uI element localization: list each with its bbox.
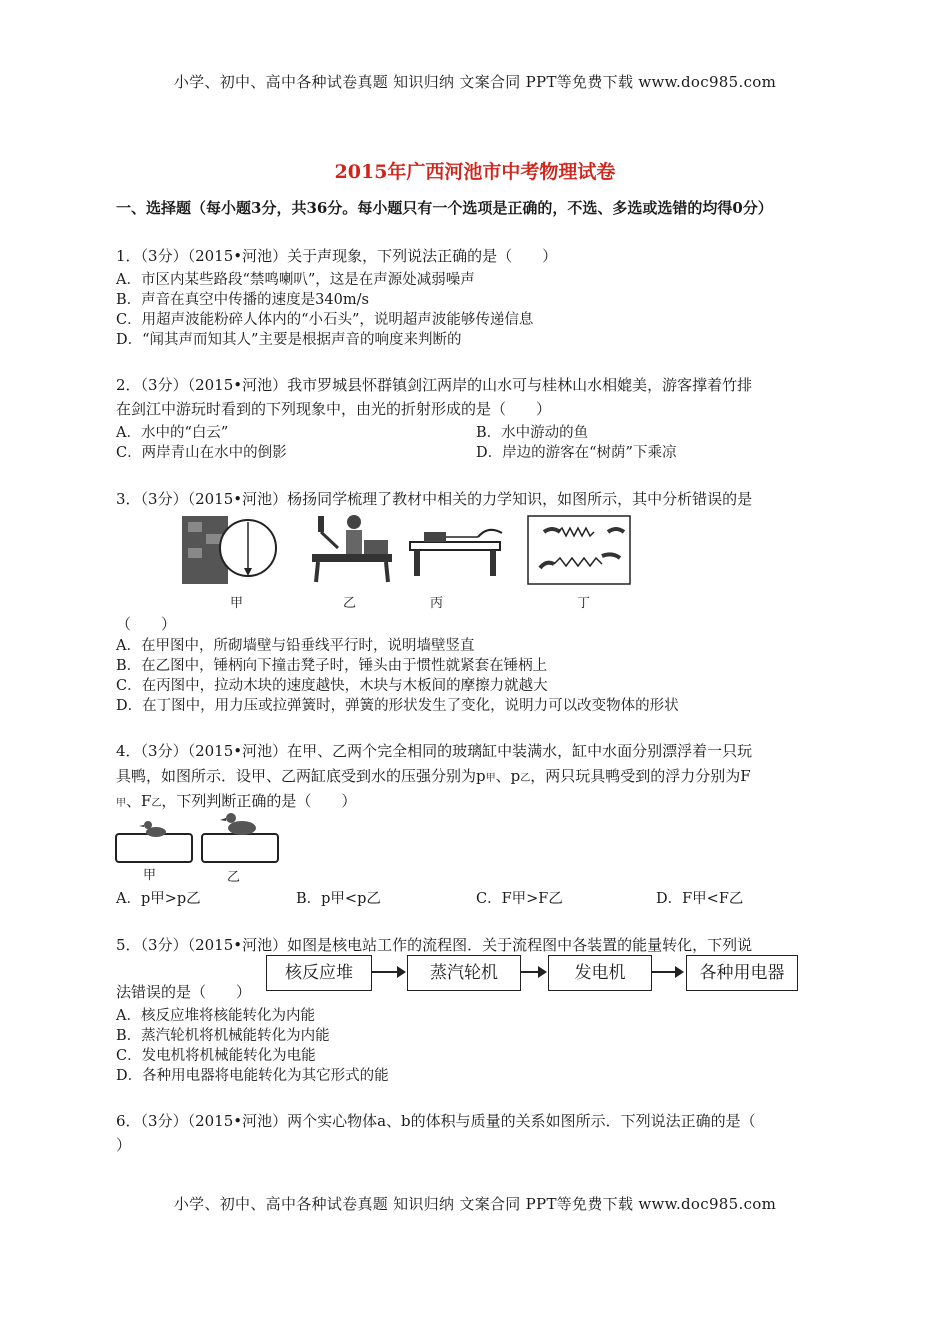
q3-option-a: A．在甲图中，所砌墙壁与铅垂线平行时，说明墙壁竖直 — [116, 638, 475, 654]
figure-yi-hammer-stool — [312, 515, 392, 582]
q3-option-d: D．在丁图中，用力压或拉弹簧时，弹簧的形状发生了变化，说明力可以改变物体的形状 — [116, 698, 679, 714]
q4-option-d: D．F甲<F乙 — [656, 891, 744, 907]
q1-option-a: A．市区内某些路段“禁鸣喇叭”，这是在声源处减弱噪声 — [116, 272, 475, 288]
q4-stem-line3: 甲、F乙，下列判断正确的是（ ） — [116, 792, 357, 810]
flow-box-reactor: 核反应堆 — [266, 955, 372, 991]
flow-arrow-2 — [521, 971, 545, 973]
q4-option-a: A．p甲>p乙 — [116, 891, 201, 907]
q1-option-b: B．声音在真空中传播的速度是340m/s — [116, 292, 369, 308]
q5-option-a: A．核反应堆将核能转化为内能 — [116, 1008, 315, 1024]
figure-bing-block-board — [410, 530, 502, 576]
q5-stem-line1: 5．（3分）（2015•河池）如图是核电站工作的流程图．关于流程图中各装置的能量转化，下列说 — [116, 936, 753, 954]
q3-answer-paren: （ ） — [116, 615, 177, 633]
figure-jia-plumb-line — [182, 516, 276, 584]
section-heading: 一、选择题（每小题3分，共36分。每小题只有一个选项是正确的，不选、多选或选错的均得0分） — [116, 199, 773, 217]
flow-box-generator: 发电机 — [548, 955, 652, 991]
q3-stem: 3．（3分）（2015•河池）杨扬同学梳理了教材中相关的力学知识，如图所示，其中分析错误的是 — [116, 490, 753, 508]
q5-option-c: C．发电机将机械能转化为电能 — [116, 1048, 316, 1064]
q4-option-b: B．p甲<p乙 — [296, 891, 381, 907]
q2-option-c: C．两岸青山在水中的倒影 — [116, 445, 287, 461]
flow-box-appliances: 各种用电器 — [686, 955, 798, 991]
q4-option-c: C．F甲>F乙 — [476, 891, 563, 907]
tank-yi — [202, 834, 278, 862]
q3-label-ding: 丁 — [577, 596, 591, 611]
q4-label-jia: 甲 — [143, 868, 157, 883]
q2-stem-line1: 2．（3分）（2015•河池）我市罗城县怀群镇剑江两岸的山水可与桂林山水相媲美，游客撑着竹排 — [116, 376, 753, 394]
flow-arrow-1 — [372, 971, 404, 973]
q2-option-d: D．岸边的游客在“树荫”下乘凉 — [476, 445, 677, 461]
q4-stem-line2: 具鸭，如图所示．设甲、乙两缸底受到水的压强分别为p甲、p乙，两只玩具鸭受到的浮力分别为F — [116, 767, 751, 785]
q3-option-b: B．在乙图中，锤柄向下撞击凳子时，锤头由于惯性就紧套在锤柄上 — [116, 658, 548, 674]
q1-option-c: C．用超声波能粉碎人体内的“小石头”，说明超声波能够传递信息 — [116, 312, 534, 328]
tank-jia — [116, 834, 192, 862]
figure-ding-spring — [528, 516, 630, 584]
page-title: 2015年广西河池市中考物理试卷 — [334, 161, 616, 183]
q3-label-yi: 乙 — [343, 596, 357, 611]
q6-stem-line2: ） — [116, 1136, 132, 1154]
q5-option-d: D．各种用电器将电能转化为其它形式的能 — [116, 1068, 389, 1084]
q4-stem-line1: 4．（3分）（2015•河池）在甲、乙两个完全相同的玻璃缸中装满水，缸中水面分别漂浮着一只玩 — [116, 742, 753, 760]
q4-label-yi: 乙 — [227, 870, 241, 885]
q3-label-jia: 甲 — [230, 596, 244, 611]
q4-figure — [112, 812, 282, 868]
q2-option-a: A．水中的“白云” — [116, 425, 229, 441]
q3-label-bing: 丙 — [430, 596, 444, 611]
q2-stem-line2: 在剑江中游玩时看到的下列现象中，由光的折射形成的是（ ） — [116, 400, 552, 418]
q5-stem-line2: 法错误的是（ ） — [116, 983, 252, 1001]
q3-option-c: C．在丙图中，拉动木块的速度越快，木块与木板间的摩擦力就越大 — [116, 678, 548, 694]
q1-option-d: D．“闻其声而知其人”主要是根据声音的响度来判断的 — [116, 332, 462, 348]
q3-figure — [178, 512, 638, 612]
q2-option-b: B．水中游动的鱼 — [476, 425, 589, 441]
q1-stem: 1．（3分）（2015•河池）关于声现象，下列说法正确的是（ ） — [116, 247, 558, 265]
page-header: 小学、初中、高中各种试卷真题 知识归纳 文案合同 PPT等免费下载 www.doc985.com — [173, 73, 777, 91]
duck-yi-icon — [220, 813, 256, 835]
flow-box-turbine: 蒸汽轮机 — [407, 955, 521, 991]
q6-stem-line1: 6．（3分）（2015•河池）两个实心物体a、b的体积与质量的关系如图所示．下列说法正确的是（ — [116, 1112, 756, 1130]
flow-arrow-3 — [652, 971, 682, 973]
page-footer: 小学、初中、高中各种试卷真题 知识归纳 文案合同 PPT等免费下载 www.doc985.com — [173, 1195, 777, 1213]
q5-option-b: B．蒸汽轮机将机械能转化为内能 — [116, 1028, 330, 1044]
